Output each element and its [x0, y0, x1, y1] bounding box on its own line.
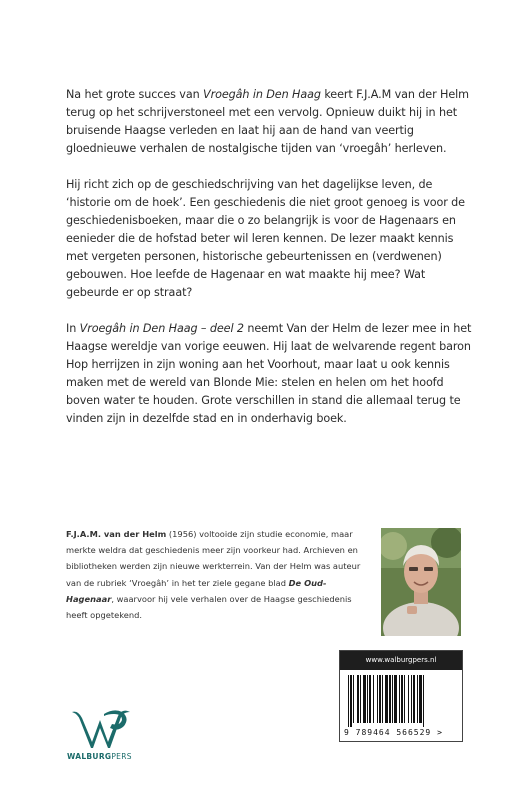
isbn-number: 9 789464 566529 >	[344, 728, 443, 737]
magazine-title: De Oud-Hagenaar	[66, 577, 327, 604]
publisher-url: www.walburgpers.nl	[340, 651, 462, 670]
blurb-paragraph-3: In Vroegâh in Den Haag – deel 2 neemt Van der Helm de lezer mee in het Haagse wereldje van vorige eeuwen. Hij laat de welvarende regent baron Hop herrijzen in zijn woning aan het Voorhout, maar laat u ook kennis maken met de wereld van Blonde Mie: stelen en helen om het hoofd boven water te houden. Grote verschillen in stand die allemaal terug te vinden zijn in dezelfde stad en in onderhavig boek.	[66, 322, 472, 425]
book-title: Vroegâh in Den Haag	[203, 88, 321, 101]
book-title-part-2: Vroegâh in Den Haag – deel 2	[79, 322, 244, 335]
blurb-text	[66, 86, 476, 446]
barcode-block	[339, 650, 463, 742]
author-bio: F.J.A.M. van der Helm (1956) voltooide zijn studie economie, maar merkte weldra dat geschiedenis meer zijn voorkeur had. Archieven en bibliotheken werden zijn nieuwe werkterrein. Van der Helm was auteur van de rubriek ‘Vroegâh’ in het ter ziele gegane blad De Oud-Hagenaar, waarvoor hij vele verhalen over de Haagse geschiedenis heeft opgetekend.	[66, 529, 361, 621]
blurb-paragraph-1: Na het grote succes van Vroegâh in Den Haag keert F.J.A.M van der Helm terug op het schrijverstoneel met een vervolg. Opnieuw duikt hij in het bruisende Haagse verleden en laat hij aan de hand van veertig gloednieuwe verhalen de nostalgische tijden van ‘vroegâh’ herleven.	[66, 88, 469, 155]
blurb-paragraph-2: Hij richt zich op de geschiedschrijving van het dagelijkse leven, de ‘historie om de hoek’. Een geschiedenis die niet groot genoeg is voor de geschiedenisboeken, maar die o zo belangrijk is voor de Hagenaars en eenieder die de hofstad beter wil leren kennen. De lezer maakt kennis met vergeten personen, historische gebeurtenissen en (verdwenen) gebouwen. Hoe leefde de Hagenaar en wat maakte hij mee? Wat gebeurde er op straat?	[66, 178, 465, 299]
author-photo	[381, 528, 461, 636]
barcode-icon	[348, 675, 454, 727]
author-name: F.J.A.M. van der Helm	[66, 529, 167, 539]
publisher-name: WALBURGPERS	[67, 752, 132, 761]
walburg-pers-logo-icon	[68, 706, 136, 752]
